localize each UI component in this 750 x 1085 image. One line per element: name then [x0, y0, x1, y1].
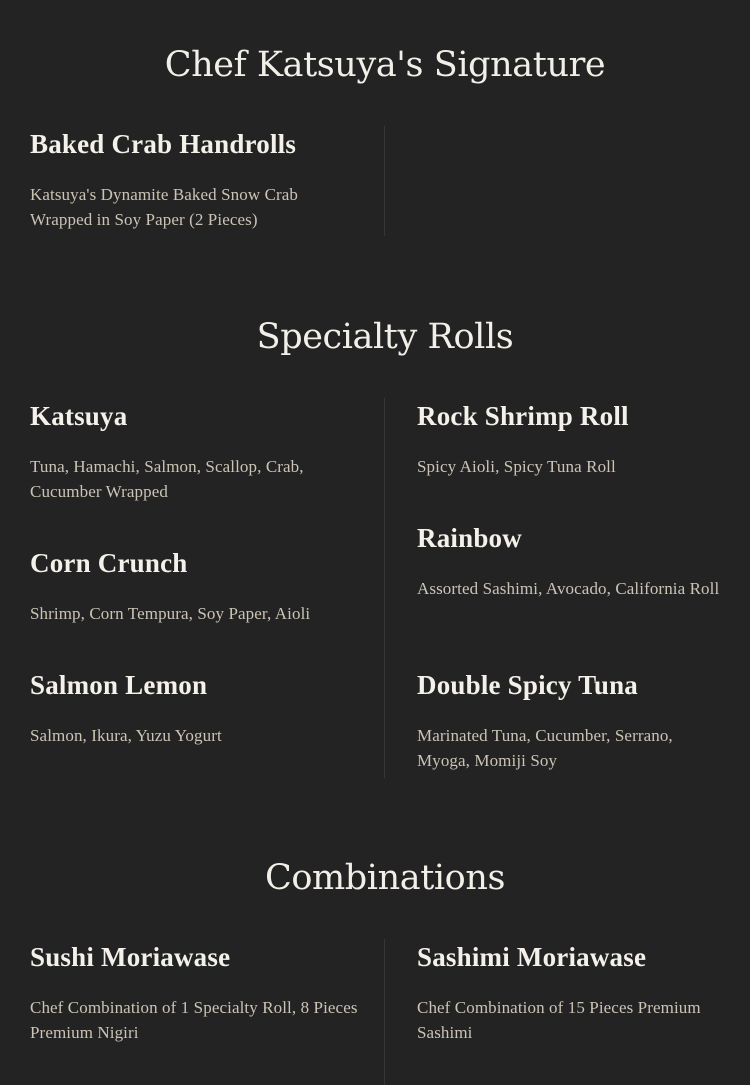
- menu-item-sashimi-moriawase: [417, 944, 727, 1045]
- menu-item-name: Rainbow: [417, 523, 522, 553]
- menu-item-description: Shrimp, Corn Tempura, Soy Paper, Aioli: [30, 604, 311, 623]
- menu-item-katsuya: [30, 403, 360, 504]
- menu-item-salmon-lemon: [30, 672, 360, 748]
- column-divider: [384, 939, 385, 1085]
- menu-item-name: Katsuya: [30, 401, 128, 431]
- menu-item-name: Salmon Lemon: [30, 670, 208, 700]
- menu-item-description: Katsuya's Dynamite Baked Snow Crab Wrapped in Soy Paper (2 Pieces): [30, 185, 299, 229]
- menu-item-name: Sashimi Moriawase: [417, 942, 647, 972]
- menu-item-description: Chef Combination of 15 Pieces Premium Sashimi: [417, 998, 701, 1042]
- menu-item-description: Assorted Sashimi, Avocado, California Roll: [417, 579, 720, 598]
- menu-item-description: Spicy Aioli, Spicy Tuna Roll: [417, 457, 616, 476]
- column-divider: [384, 398, 385, 778]
- menu-item-description: Chef Combination of 1 Specialty Roll, 8 Pieces Premium Nigiri: [30, 998, 358, 1042]
- menu-item-description: Marinated Tuna, Cucumber, Serrano, Myoga, Momiji Soy: [417, 726, 673, 770]
- menu-item-name: Baked Crab Handrolls: [30, 129, 297, 159]
- menu-item-description: Tuna, Hamachi, Salmon, Scallop, Crab, Cucumber Wrapped: [30, 457, 304, 501]
- menu-item-baked-crab-handrolls: [30, 131, 360, 232]
- section-title-combinations: Combinations: [264, 858, 506, 898]
- menu-item-double-spicy-tuna: [417, 672, 727, 773]
- menu-item-name: Rock Shrimp Roll: [417, 401, 629, 431]
- menu-item-name: Corn Crunch: [30, 548, 188, 578]
- column-divider: [384, 126, 385, 236]
- menu-item-name: Sushi Moriawase: [30, 942, 231, 972]
- menu-item-description: Salmon, Ikura, Yuzu Yogurt: [30, 726, 222, 745]
- menu-item-corn-crunch: [30, 550, 360, 626]
- section-title-specialty-rolls: Specialty Rolls: [256, 317, 514, 357]
- menu-item-sushi-moriawase: [30, 944, 360, 1045]
- menu-item-rainbow: [417, 525, 727, 601]
- section-title-signature: Chef Katsuya's Signature: [164, 45, 606, 85]
- menu-item-rock-shrimp-roll: [417, 403, 727, 479]
- menu-item-name: Double Spicy Tuna: [417, 670, 639, 700]
